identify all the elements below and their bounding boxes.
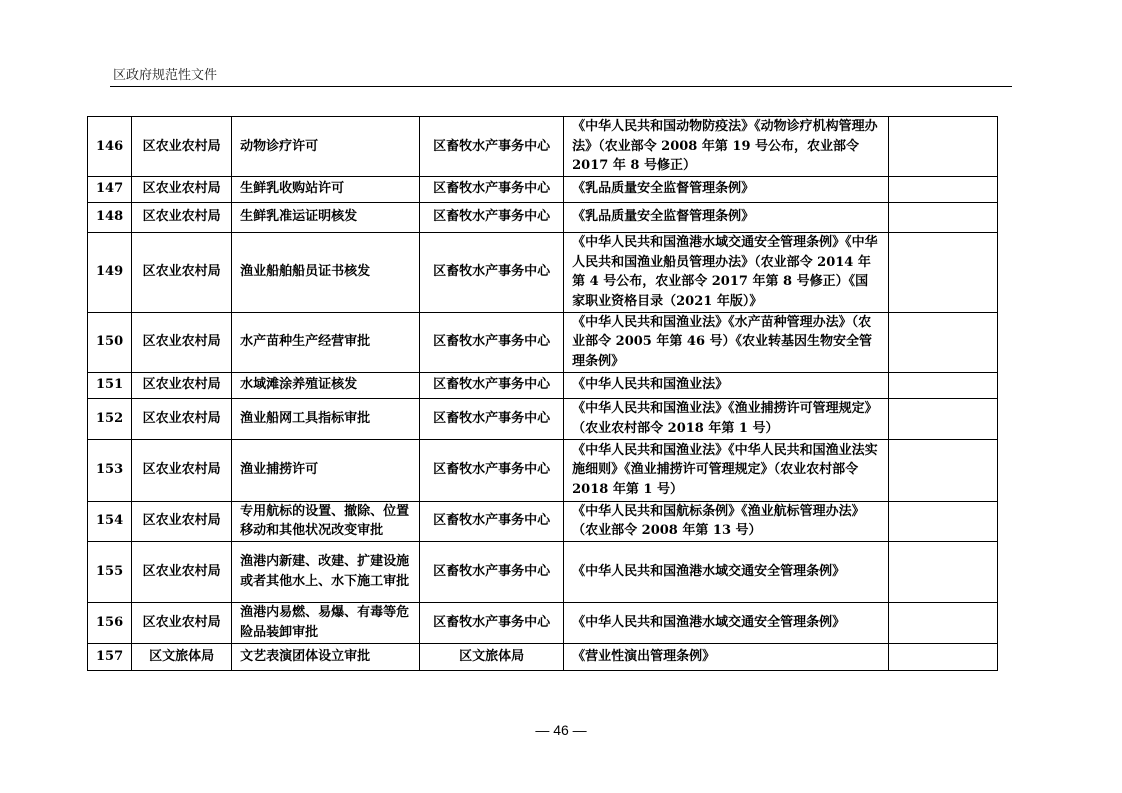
- department-cell: 区农业农村局: [132, 202, 232, 232]
- row-number: 152: [88, 398, 132, 439]
- department-cell: 区农业农村局: [132, 398, 232, 439]
- table-row: [88, 176, 998, 202]
- handling-center-cell: 区畜牧水产事务中心: [420, 232, 564, 312]
- department-cell: 区农业农村局: [132, 176, 232, 202]
- row-number: 155: [88, 541, 132, 602]
- department-cell: 区农业农村局: [132, 501, 232, 541]
- item-name-cell: 渔港内易燃、易爆、有毒等危险品装卸审批: [232, 602, 420, 643]
- row-number: 151: [88, 372, 132, 398]
- row-number: 157: [88, 643, 132, 670]
- table-row: [88, 232, 998, 312]
- table-row: [88, 501, 998, 541]
- table-row: [88, 312, 998, 372]
- handling-center-cell: 区畜牧水产事务中心: [420, 176, 564, 202]
- department-cell: 区文旅体局: [132, 643, 232, 670]
- legal-basis-cell: 《中华人民共和国渔港水域交通安全管理条例》《中华人民共和国渔业船员管理办法》（农业部令 2014 年第 4 号公布，农业部令 2017 年第 8 号修正）《国家职业资格目录（2021 年版）》: [564, 232, 889, 312]
- item-name-cell: 水产苗种生产经营审批: [232, 312, 420, 372]
- item-name-cell: 渔港内新建、改建、扩建设施或者其他水上、水下施工审批: [232, 541, 420, 602]
- handling-center-cell: 区畜牧水产事务中心: [420, 117, 564, 177]
- item-name-cell: 渔业船网工具指标审批: [232, 398, 420, 439]
- row-number: 156: [88, 602, 132, 643]
- item-name-cell: 生鲜乳准运证明核发: [232, 202, 420, 232]
- department-cell: 区农业农村局: [132, 232, 232, 312]
- document-header-title: 区政府规范性文件: [113, 68, 218, 83]
- note-cell: [889, 176, 998, 202]
- header-rule: [110, 86, 1012, 87]
- note-cell: [889, 117, 998, 177]
- page-number: — 46 —: [535, 722, 587, 738]
- table-row: [88, 202, 998, 232]
- handling-center-cell: 区畜牧水产事务中心: [420, 541, 564, 602]
- department-cell: 区农业农村局: [132, 602, 232, 643]
- note-cell: [889, 501, 998, 541]
- handling-center-cell: 区畜牧水产事务中心: [420, 439, 564, 501]
- note-cell: [889, 439, 998, 501]
- item-name-cell: 水域滩涂养殖证核发: [232, 372, 420, 398]
- item-name-cell: 动物诊疗许可: [232, 117, 420, 177]
- row-number: 146: [88, 117, 132, 177]
- approval-items-table: [87, 116, 998, 671]
- handling-center-cell: 区畜牧水产事务中心: [420, 398, 564, 439]
- table-row: [88, 602, 998, 643]
- handling-center-cell: 区畜牧水产事务中心: [420, 312, 564, 372]
- legal-basis-cell: 《中华人民共和国渔港水域交通安全管理条例》: [564, 541, 889, 602]
- table-row: [88, 439, 998, 501]
- department-cell: 区农业农村局: [132, 439, 232, 501]
- handling-center-cell: 区畜牧水产事务中心: [420, 372, 564, 398]
- note-cell: [889, 643, 998, 670]
- row-number: 148: [88, 202, 132, 232]
- handling-center-cell: 区畜牧水产事务中心: [420, 602, 564, 643]
- legal-basis-cell: 《中华人民共和国渔业法》《中华人民共和国渔业法实施细则》《渔业捕捞许可管理规定》（农业农村部令 2018 年第 1 号）: [564, 439, 889, 501]
- department-cell: 区农业农村局: [132, 117, 232, 177]
- legal-basis-cell: 《乳品质量安全监督管理条例》: [564, 202, 889, 232]
- note-cell: [889, 398, 998, 439]
- legal-basis-cell: 《中华人民共和国航标条例》《渔业航标管理办法》（农业部令 2008 年第 13 号）: [564, 501, 889, 541]
- department-cell: 区农业农村局: [132, 541, 232, 602]
- note-cell: [889, 312, 998, 372]
- handling-center-cell: 区畜牧水产事务中心: [420, 501, 564, 541]
- legal-basis-cell: 《营业性演出管理条例》: [564, 643, 889, 670]
- note-cell: [889, 541, 998, 602]
- table-row: [88, 372, 998, 398]
- note-cell: [889, 372, 998, 398]
- item-name-cell: 专用航标的设置、撤除、位置移动和其他状况改变审批: [232, 501, 420, 541]
- legal-basis-cell: 《中华人民共和国渔业法》《渔业捕捞许可管理规定》（农业农村部令 2018 年第 1 号）: [564, 398, 889, 439]
- row-number: 147: [88, 176, 132, 202]
- legal-basis-cell: 《中华人民共和国动物防疫法》《动物诊疗机构管理办法》（农业部令 2008 年第 19 号公布，农业部令 2017 年 8 号修正）: [564, 117, 889, 177]
- item-name-cell: 文艺表演团体设立审批: [232, 643, 420, 670]
- table-row: [88, 643, 998, 670]
- row-number: 154: [88, 501, 132, 541]
- legal-basis-cell: 《乳品质量安全监督管理条例》: [564, 176, 889, 202]
- row-number: 153: [88, 439, 132, 501]
- note-cell: [889, 202, 998, 232]
- row-number: 150: [88, 312, 132, 372]
- handling-center-cell: 区文旅体局: [420, 643, 564, 670]
- legal-basis-cell: 《中华人民共和国渔港水域交通安全管理条例》: [564, 602, 889, 643]
- item-name-cell: 渔业捕捞许可: [232, 439, 420, 501]
- table-row: [88, 541, 998, 602]
- department-cell: 区农业农村局: [132, 312, 232, 372]
- department-cell: 区农业农村局: [132, 372, 232, 398]
- item-name-cell: 生鲜乳收购站许可: [232, 176, 420, 202]
- note-cell: [889, 602, 998, 643]
- item-name-cell: 渔业船舶船员证书核发: [232, 232, 420, 312]
- handling-center-cell: 区畜牧水产事务中心: [420, 202, 564, 232]
- table-row: [88, 117, 998, 177]
- row-number: 149: [88, 232, 132, 312]
- table-row: [88, 398, 998, 439]
- legal-basis-cell: 《中华人民共和国渔业法》《水产苗种管理办法》（农业部令 2005 年第 46 号）《农业转基因生物安全管理条例》: [564, 312, 889, 372]
- legal-basis-cell: 《中华人民共和国渔业法》: [564, 372, 889, 398]
- note-cell: [889, 232, 998, 312]
